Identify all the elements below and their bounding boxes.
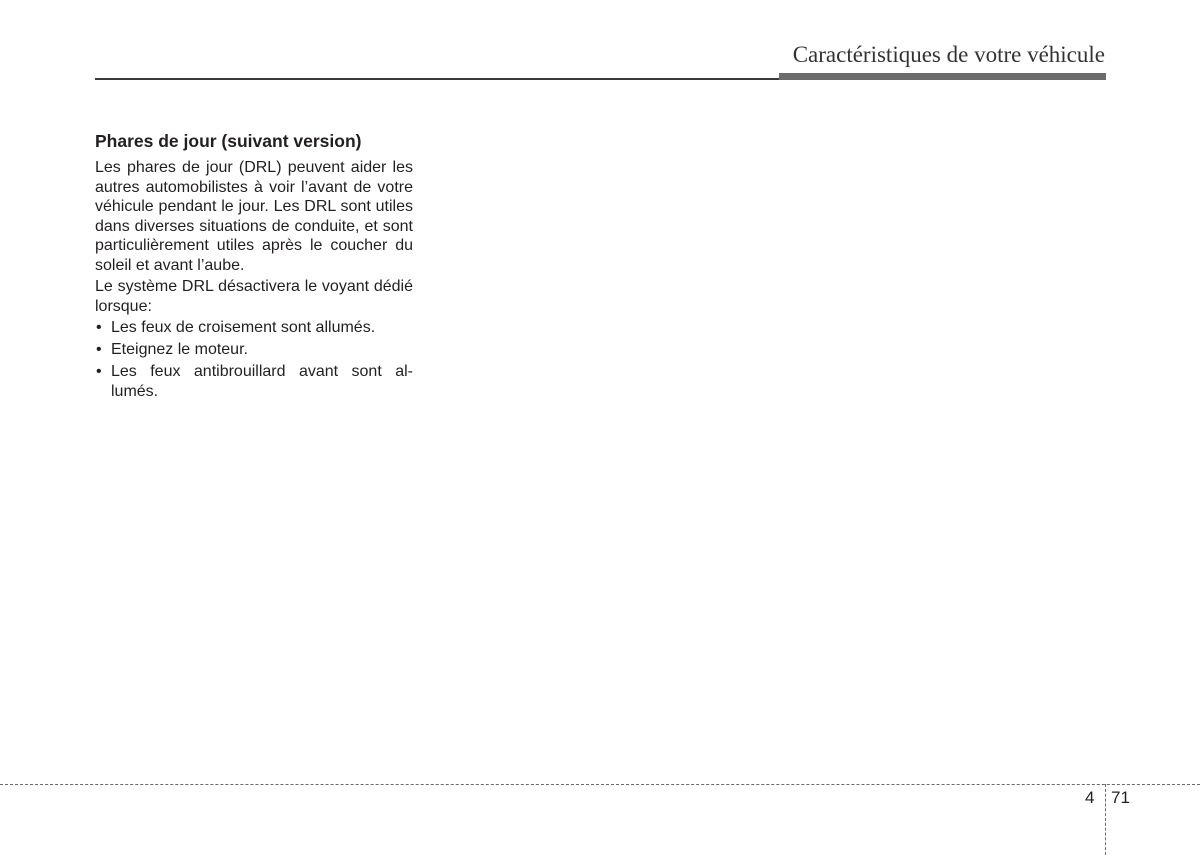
footer-dashed-rule bbox=[0, 784, 1200, 785]
bullet-icon: • bbox=[96, 363, 102, 380]
paragraph-drl-deactivation: Le système DRL désactivera le voyant dédié lorsque: bbox=[95, 278, 413, 315]
page-number: 71 bbox=[1111, 788, 1130, 807]
condition-list bbox=[95, 318, 413, 401]
list-item-text-line-2: lumés. bbox=[111, 382, 159, 400]
paragraph-drl-description: Les phares de jour (DRL) peuvent aider les autres automobilistes à voir l’avant de votre véhicule pendant le jour. Les DRL sont utiles dans diverses situations de conduite, et sont particulièrement utiles après le coucher du soleil et avant l’aube. bbox=[95, 159, 413, 274]
list-item-text-line-1: Les feux antibrouillard avant sont al- bbox=[111, 363, 413, 380]
list-item-text-hyphenated bbox=[111, 362, 413, 401]
main-content bbox=[95, 129, 413, 404]
list-item bbox=[95, 340, 413, 360]
list-item-text: Eteignez le moteur. bbox=[111, 341, 248, 358]
header-rule-thin bbox=[95, 78, 779, 80]
list-item bbox=[95, 318, 413, 338]
header-rule-thick bbox=[779, 73, 1106, 80]
bullet-icon: • bbox=[96, 319, 102, 336]
list-item bbox=[95, 362, 413, 401]
section-heading: Phares de jour (suivant version) bbox=[95, 131, 362, 151]
running-header-title: Caractéristiques de votre véhicule bbox=[792, 42, 1105, 67]
footer-dashed-divider bbox=[1105, 784, 1106, 855]
list-item-text: Les feux de croisement sont allumés. bbox=[111, 319, 376, 336]
bullet-icon: • bbox=[96, 341, 102, 358]
chapter-number: 4 bbox=[1085, 788, 1095, 807]
